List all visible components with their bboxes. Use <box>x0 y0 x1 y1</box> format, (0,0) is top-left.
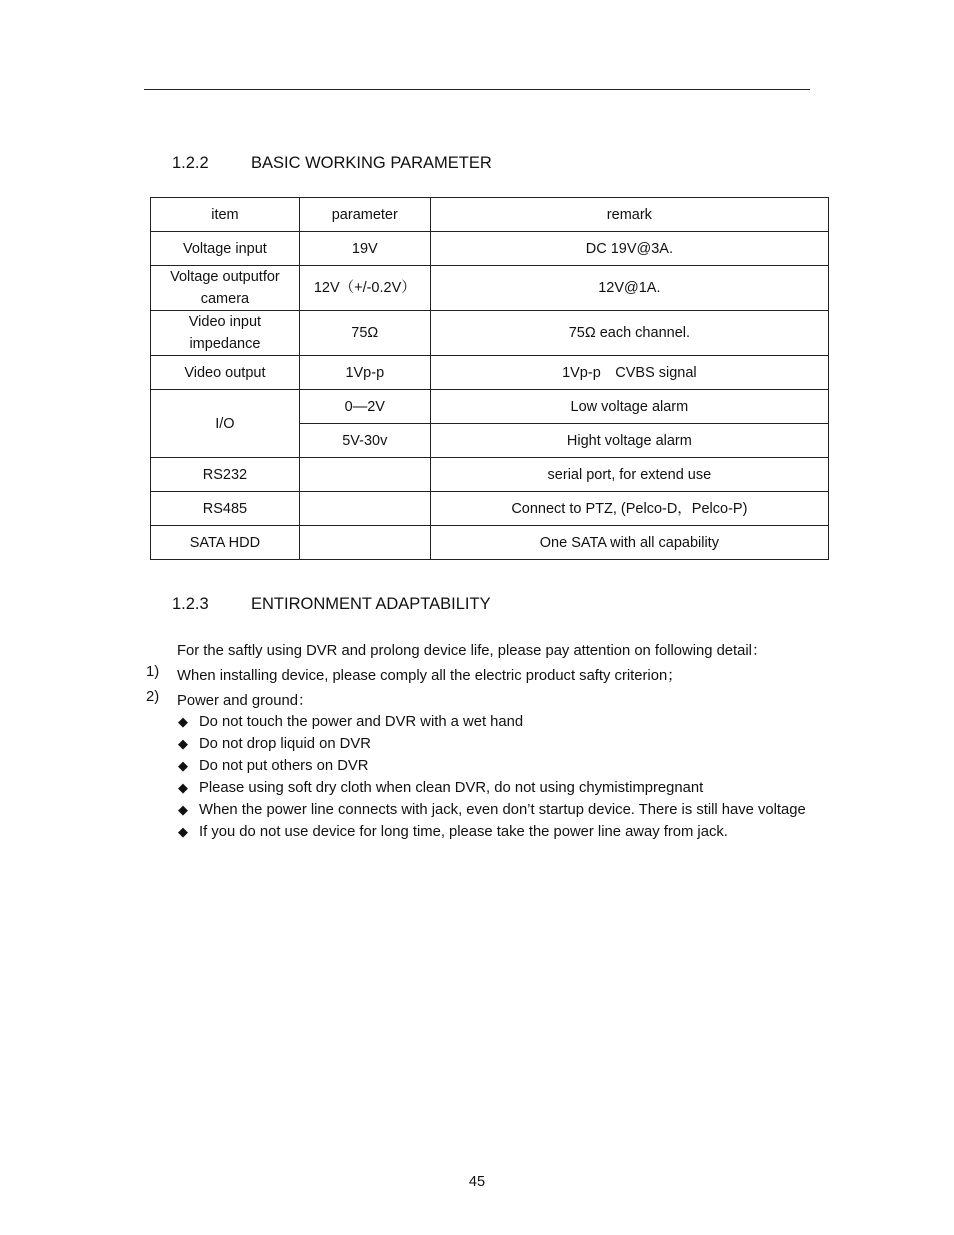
list-item <box>178 777 806 799</box>
list-item <box>178 755 806 777</box>
cell-parameter: 0—2V <box>299 390 430 424</box>
list-item-text: Power and ground： <box>177 693 313 709</box>
list-item <box>178 711 806 733</box>
bullet-text: When the power line connects with jack, even don’t startup device. There is still have voltage <box>199 802 806 818</box>
cell-remark: serial port, for extend use <box>430 458 828 492</box>
list-item-number: 2) <box>146 689 160 705</box>
section-number: 1.2.3 <box>172 595 209 613</box>
diamond-bullet-icon: ◆ <box>178 802 188 817</box>
list-item-number: 1) <box>146 664 160 680</box>
power-bullet-list <box>178 711 806 843</box>
section-title: BASIC WORKING PARAMETER <box>251 154 492 172</box>
section-title: ENTIRONMENT ADAPTABILITY <box>251 595 491 613</box>
cell-parameter: 12V（+/-0.2V） <box>299 266 430 311</box>
diamond-bullet-icon: ◆ <box>178 780 188 795</box>
table-row <box>151 390 829 424</box>
bullet-text: Do not touch the power and DVR with a wet hand <box>199 714 524 730</box>
header-rule <box>144 89 810 90</box>
basic-parameter-table <box>150 197 829 560</box>
section-heading-basic-parameter <box>172 154 492 173</box>
bullet-text: Do not put others on DVR <box>199 758 369 774</box>
diamond-bullet-icon: ◆ <box>178 824 188 839</box>
cell-remark: Low voltage alarm <box>430 390 828 424</box>
bullet-text: Please using soft dry cloth when clean DVR, do not using chymistimpregnant <box>199 780 704 796</box>
cell-remark: One SATA with all capability <box>430 526 828 560</box>
section-heading-environment <box>172 595 491 614</box>
cell-item: Voltage outputfor camera <box>151 266 300 311</box>
table-row <box>151 356 829 390</box>
column-header-remark: remark <box>430 198 828 232</box>
cell-parameter: 75Ω <box>299 311 430 356</box>
bullet-text: Do not drop liquid on DVR <box>199 736 371 752</box>
cell-parameter <box>299 492 430 526</box>
table-header-row <box>151 198 829 232</box>
cell-remark: 75Ω each channel. <box>430 311 828 356</box>
list-item <box>178 821 806 843</box>
cell-parameter: 5V-30v <box>299 424 430 458</box>
list-item-text: When installing device, please comply all the electric product safty criterion； <box>177 668 682 684</box>
cell-item: SATA HDD <box>151 526 300 560</box>
cell-item: Voltage input <box>151 232 300 266</box>
list-item <box>178 799 806 821</box>
cell-parameter <box>299 458 430 492</box>
page-number: 45 <box>468 1174 486 1190</box>
table-row <box>151 311 829 356</box>
column-header-item: item <box>151 198 300 232</box>
cell-item: RS232 <box>151 458 300 492</box>
section-number: 1.2.2 <box>172 154 209 172</box>
table-row <box>151 492 829 526</box>
bullet-text: If you do not use device for long time, please take the power line away from jack. <box>199 824 728 840</box>
cell-item: RS485 <box>151 492 300 526</box>
diamond-bullet-icon: ◆ <box>178 758 188 773</box>
cell-parameter: 1Vp-p <box>299 356 430 390</box>
cell-remark: Hight voltage alarm <box>430 424 828 458</box>
table-row <box>151 266 829 311</box>
cell-parameter: 19V <box>299 232 430 266</box>
column-header-parameter: parameter <box>299 198 430 232</box>
list-item <box>178 733 806 755</box>
cell-item: Video output <box>151 356 300 390</box>
cell-item: I/O <box>151 390 300 458</box>
cell-remark: 1Vp-p CVBS signal <box>430 356 828 390</box>
table-row <box>151 232 829 266</box>
diamond-bullet-icon: ◆ <box>178 714 188 729</box>
diamond-bullet-icon: ◆ <box>178 736 188 751</box>
table-row <box>151 458 829 492</box>
cell-remark: DC 19V@3A. <box>430 232 828 266</box>
environment-intro: For the saftly using DVR and prolong device life, please pay attention on following detail： <box>177 643 767 659</box>
cell-item: Video input impedance <box>151 311 300 356</box>
cell-remark: Connect to PTZ, (Pelco-D，Pelco-P) <box>430 492 828 526</box>
cell-remark: 12V@1A. <box>430 266 828 311</box>
cell-parameter <box>299 526 430 560</box>
table-row <box>151 526 829 560</box>
